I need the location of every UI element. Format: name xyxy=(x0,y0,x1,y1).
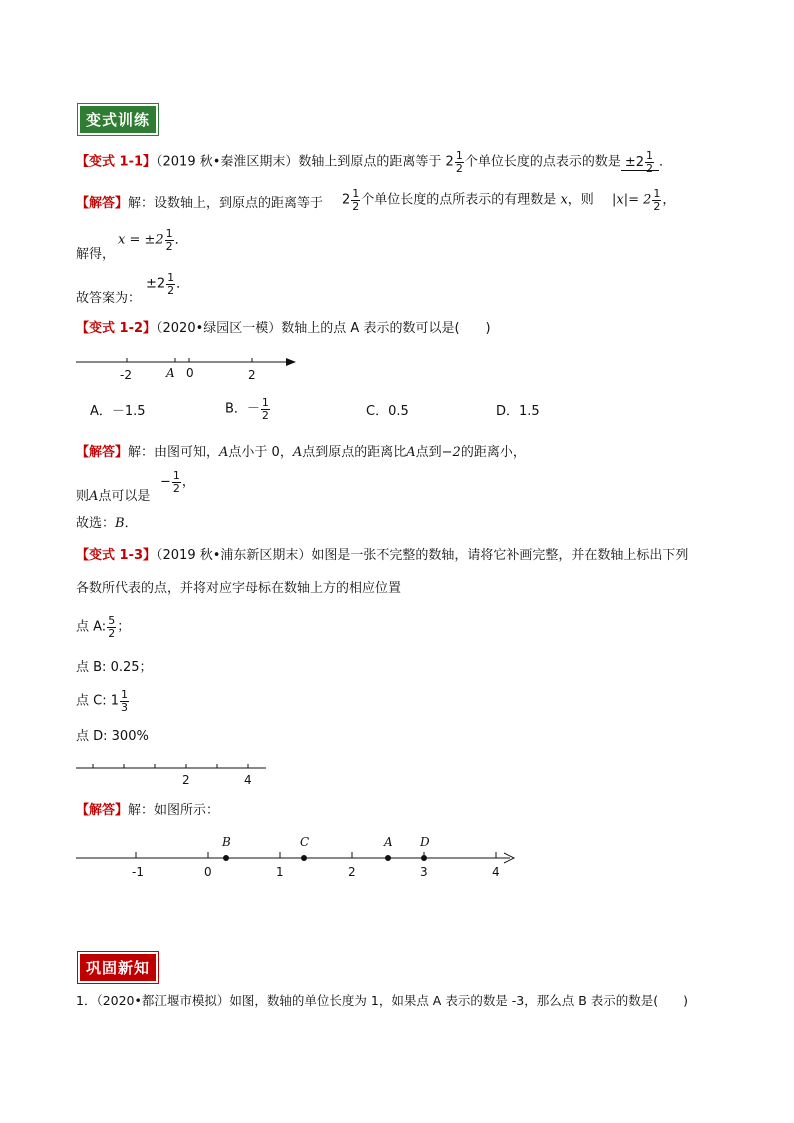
variant-tag: 【变式 1-1】 xyxy=(76,154,157,170)
v12-neg-half: − $\frac{1}{2}$ ， xyxy=(160,469,195,495)
solution-text: 解：设数轴上，到原点的距离等于 xyxy=(128,196,324,211)
variant-1-1-question: 【变式 1-1】（2019 秋•秦淮区期末）数轴上到原点的距离等于 2 $\frac{1}{2}$ 个单位长度的点表示的数是 ±2 $\frac{1}{2}$ ． xyxy=(76,149,673,175)
question-text: 数轴上的点 A 表示的数可以是( ) xyxy=(281,321,491,336)
option-a: A．－1.5 xyxy=(90,404,146,419)
tick-label-2: 2 xyxy=(182,773,190,787)
point-a-value: 点 A: $\frac{5}{2}$ ； xyxy=(76,614,131,640)
variant-1-3-question-1: 【变式 1-3】（2019 秋•浦东新区期末）如图是一张不完整的数轴，请将它补画完整，并在数轴上标出下列 xyxy=(76,548,689,563)
tick-label-2: 2 xyxy=(248,368,256,382)
point-marker xyxy=(421,855,427,861)
v11-solution-line-2: 解得， xyxy=(76,247,116,262)
point-label: C xyxy=(299,835,310,849)
point-c-value: 点 C: 1 $\frac{1}{3}$ xyxy=(76,688,128,714)
option-d: D．1.5 xyxy=(496,404,540,419)
tick-label-0: 0 xyxy=(186,366,194,380)
solution-tag: 【解答】 xyxy=(76,196,129,211)
fraction: $\frac{1}{2}$ xyxy=(455,149,463,175)
tick-label-neg2: -2 xyxy=(120,368,132,382)
point-b-value: 点 B: 0.25； xyxy=(76,660,153,675)
tick-label: 2 xyxy=(348,865,356,879)
tick-label-4: 4 xyxy=(244,773,252,787)
v13-solution: 【解答】解：如图所示： xyxy=(76,803,220,818)
option-c: C．0.5 xyxy=(366,404,409,419)
tick-label: 4 xyxy=(492,865,500,879)
tick-label: 1 xyxy=(276,865,284,879)
tick-label: 3 xyxy=(420,865,428,879)
point-marker xyxy=(223,855,229,861)
v12-solution-line-2: 则A点可以是 xyxy=(76,489,151,504)
question-text: 数轴上到原点的距离等于 2 xyxy=(298,154,454,170)
point-marker xyxy=(385,855,391,861)
v12-solution-line-3: 故选：B． xyxy=(76,516,138,531)
v13-incomplete-number-line xyxy=(74,758,274,788)
v12-solution-line-1: 【解答】解：由图可知，A点小于 0，A点到原点的距离比A点到−2的距离小， xyxy=(76,445,526,460)
tick-label: 0 xyxy=(204,865,212,879)
point-d-value: 点 D: 300% xyxy=(76,729,149,744)
point-label: B xyxy=(222,835,231,849)
option-b: B．－ $\frac{1}{2}$ xyxy=(225,396,269,422)
variant-tag: 【变式 1-2】 xyxy=(76,321,157,336)
point-label: A xyxy=(384,835,393,849)
question-text-2: 个单位长度的点表示的数是 xyxy=(464,154,621,170)
point-label-a: A xyxy=(166,366,175,380)
consolidate-badge: 巩固新知 xyxy=(78,952,158,983)
source: （2019 秋•秦淮区期末） xyxy=(156,154,299,170)
v11-x-equation: x = ±2 $\frac{1}{2}$ ． xyxy=(118,227,188,253)
v11-solution-line-3: 故答案为： xyxy=(76,291,142,306)
point-marker xyxy=(301,855,307,861)
source: （2020•绿园区一模） xyxy=(156,321,282,336)
v13-answer-number-line xyxy=(74,830,524,890)
point-label: D xyxy=(420,835,430,849)
question-1: 1．（2020•都江堰市模拟）如图，数轴的单位长度为 1，如果点 A 表示的数是 -3，那么点 B 表示的数是( ) xyxy=(76,993,689,1008)
v11-answer: ±2 $\frac{1}{2}$ ． xyxy=(146,271,190,297)
variant-1-3-question-2: 各数所代表的点，并将对应字母标在数轴上方的相应位置 xyxy=(76,581,402,596)
v11-abs-equation: |x|= 2 $\frac{1}{2}$ ， xyxy=(612,187,676,213)
v11-solution-line-1 xyxy=(76,197,323,210)
v12-number-line xyxy=(74,352,314,382)
variant-1-2-question xyxy=(76,322,491,335)
variant-training-badge: 变式训练 xyxy=(78,104,158,135)
tick-label: -1 xyxy=(132,865,144,879)
answer-blank: ±2 $\frac{1}{2}$ xyxy=(621,155,659,171)
v11-fraction-mid: 2 $\frac{1}{2}$ 个单位长度的点所表示的有理数是 x，则 xyxy=(342,187,594,213)
